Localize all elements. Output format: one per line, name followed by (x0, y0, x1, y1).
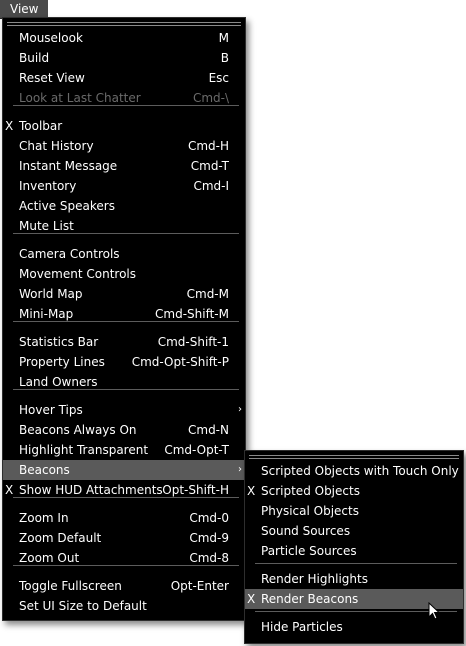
menu-item-scripted-objects-with-touch-only[interactable] (245, 461, 463, 481)
menu-item-shortcut: M (218, 31, 229, 45)
menu-grip-line (7, 22, 241, 23)
mouse-pointer-icon (428, 602, 442, 622)
menu-item-label: Toggle Fullscreen (19, 579, 122, 593)
menu-item-label: Beacons Always On (19, 423, 137, 437)
menu-item-movement-controls[interactable] (3, 264, 245, 284)
menu-item-shortcut: Opt-Enter (170, 579, 229, 593)
menu-grip-line (7, 25, 241, 26)
menu-item-label: Look at Last Chatter (19, 91, 141, 105)
menu-item-label: Inventory (19, 179, 77, 193)
menu-item-active-speakers[interactable] (3, 196, 245, 216)
menu-item-look-at-last-chatter (3, 88, 245, 108)
submenu-arrow-icon: › (238, 464, 242, 475)
menu-item-label: Land Owners (19, 375, 98, 389)
menu-item-particle-sources[interactable] (245, 541, 463, 561)
menu-item-label: Set UI Size to Default (19, 599, 147, 613)
menu-item-label: Particle Sources (261, 544, 357, 558)
menu-item-label: Render Highlights (261, 572, 368, 586)
menu-item-label: Sound Sources (261, 524, 351, 538)
menu-item-chat-history[interactable] (3, 136, 245, 156)
menu-item-label: Hover Tips (19, 403, 83, 417)
menu-item-build[interactable] (3, 48, 245, 68)
menu-item-beacons-always-on[interactable] (3, 420, 245, 440)
menu-item-shortcut: Cmd-9 (189, 531, 229, 545)
view-menu-title[interactable]: View (10, 2, 39, 16)
menu-item-label: Chat History (19, 139, 94, 153)
menu-item-shortcut: Cmd-N (188, 423, 229, 437)
menu-item-label: Mini-Map (19, 307, 74, 321)
menu-item-sound-sources[interactable] (245, 521, 463, 541)
menu-item-label: Mouselook (19, 31, 83, 45)
menu-item-land-owners[interactable] (3, 372, 245, 392)
menu-item-physical-objects[interactable] (245, 501, 463, 521)
menu-item-label: Physical Objects (261, 504, 359, 518)
menu-item-shortcut: B (220, 51, 229, 65)
menu-item-inventory[interactable] (3, 176, 245, 196)
menu-item-label: Zoom In (19, 511, 69, 525)
menu-item-render-highlights[interactable] (245, 569, 463, 589)
menu-item-label: Toolbar (19, 119, 63, 133)
menu-item-shortcut: Cmd-Opt-T (164, 443, 229, 457)
menu-item-label: Camera Controls (19, 247, 120, 261)
menu-item-zoom-in[interactable] (3, 508, 245, 528)
menu-item-zoom-out[interactable] (3, 548, 245, 568)
menu-item-highlight-transparent[interactable] (3, 440, 245, 460)
menu-item-mute-list[interactable] (3, 216, 245, 236)
menu-separator (255, 563, 457, 564)
menu-item-beacons[interactable] (3, 460, 245, 480)
menu-item-shortcut: Cmd-H (187, 139, 229, 153)
menu-item-show-hud-attachments[interactable] (3, 480, 245, 500)
menu-item-shortcut: Cmd-\ (192, 91, 229, 105)
menu-item-statistics-bar[interactable] (3, 332, 245, 352)
menu-item-label: Scripted Objects (261, 484, 360, 498)
menu-item-label: Instant Message (19, 159, 118, 173)
menu-item-shortcut: Cmd-M (186, 287, 229, 301)
menu-item-mouselook[interactable] (3, 28, 245, 48)
menu-item-label: Mute List (19, 219, 74, 233)
menu-separator (255, 611, 457, 612)
menu-item-set-ui-size-to-default[interactable] (3, 596, 245, 616)
view-menu (2, 17, 246, 621)
menu-item-mini-map[interactable] (3, 304, 245, 324)
menu-item-shortcut: Cmd-8 (189, 551, 229, 565)
menu-item-shortcut: Cmd-I (193, 179, 229, 193)
menu-item-property-lines[interactable] (3, 352, 245, 372)
menu-item-label: Beacons (19, 463, 70, 477)
menu-item-label: Active Speakers (19, 199, 115, 213)
menu-item-label: Property Lines (19, 355, 105, 369)
menu-item-label: Statistics Bar (19, 335, 99, 349)
menu-item-world-map[interactable] (3, 284, 245, 304)
menu-item-shortcut: Cmd-Opt-Shift-P (131, 355, 229, 369)
checkmark-icon: X (5, 483, 14, 497)
menu-item-label: Show HUD Attachments (19, 483, 163, 497)
menu-item-toolbar[interactable] (3, 116, 245, 136)
menu-item-reset-view[interactable] (3, 68, 245, 88)
menu-item-scripted-objects[interactable] (245, 481, 463, 501)
menu-item-shortcut: Cmd-T (190, 159, 229, 173)
menu-item-label: World Map (19, 287, 83, 301)
menu-item-label: Hide Particles (261, 620, 343, 634)
menu-item-label: Highlight Transparent (19, 443, 149, 457)
menu-item-label: Zoom Out (19, 551, 80, 565)
checkmark-icon: X (247, 484, 256, 498)
menu-item-label: Zoom Default (19, 531, 102, 545)
menu-item-zoom-default[interactable] (3, 528, 245, 548)
menu-item-label: Build (19, 51, 50, 65)
menu-item-toggle-fullscreen[interactable] (3, 576, 245, 596)
checkmark-icon: X (247, 592, 256, 606)
menu-item-label: Render Beacons (261, 592, 359, 606)
menu-grip-line (249, 455, 459, 456)
menu-item-shortcut: Cmd-0 (189, 511, 229, 525)
submenu-arrow-icon: › (238, 404, 242, 415)
menu-item-shortcut: Opt-Shift-H (162, 483, 229, 497)
menu-grip-line (249, 458, 459, 459)
menu-item-shortcut: Cmd-Shift-M (155, 307, 229, 321)
menu-item-label: Reset View (19, 71, 85, 85)
menu-item-label: Scripted Objects with Touch Only (261, 464, 459, 478)
menu-item-hover-tips[interactable] (3, 400, 245, 420)
checkmark-icon: X (5, 119, 14, 133)
menu-item-camera-controls[interactable] (3, 244, 245, 264)
menu-item-shortcut: Cmd-Shift-1 (157, 335, 229, 349)
menu-item-shortcut: Esc (208, 71, 229, 85)
menu-item-instant-message[interactable] (3, 156, 245, 176)
menu-item-label: Movement Controls (19, 267, 137, 281)
